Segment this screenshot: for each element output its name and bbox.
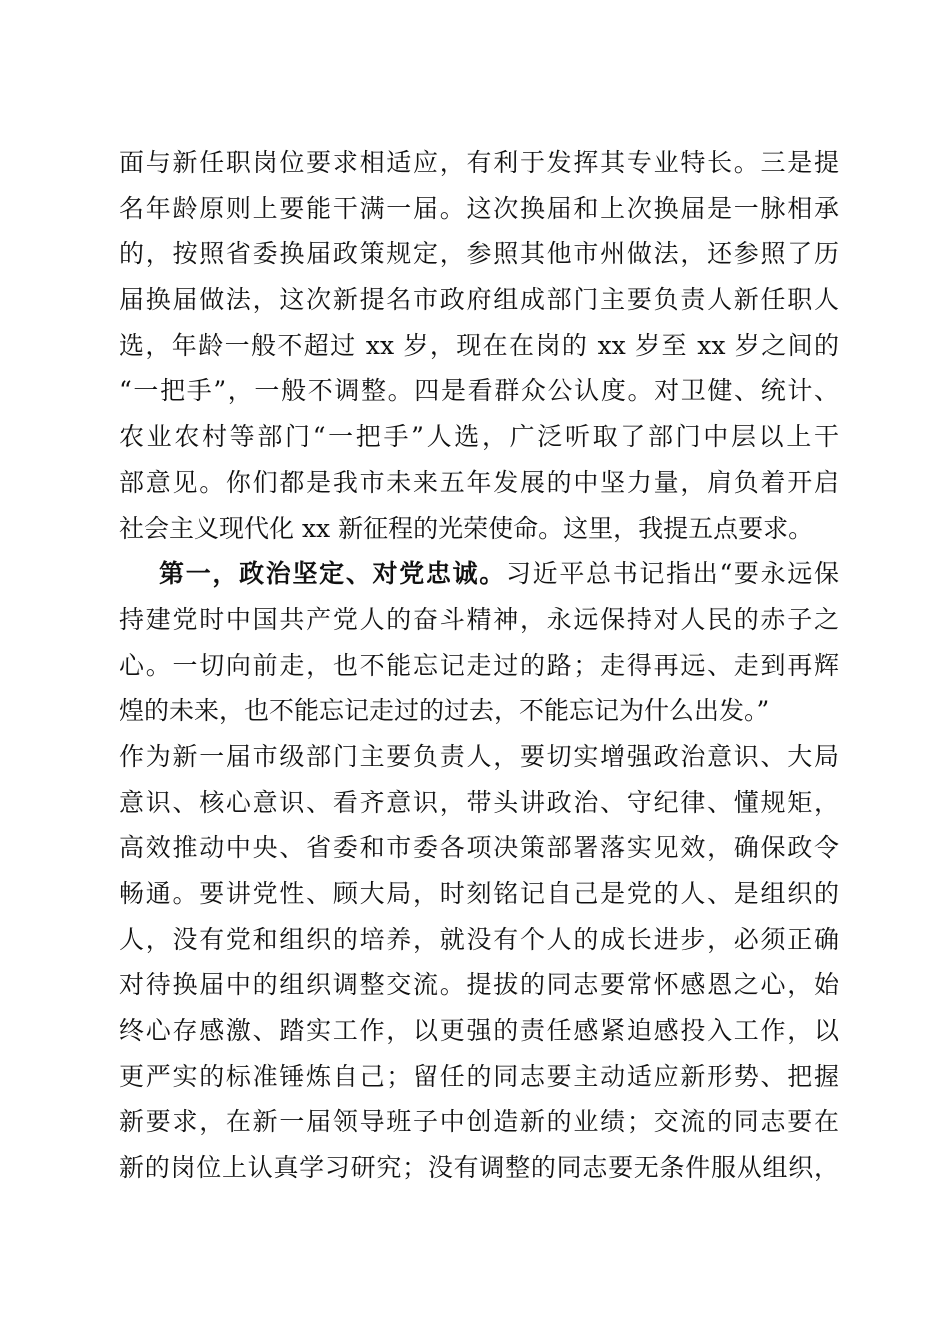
paragraph-line: 部意见。你们都是我市未来五年发展的中坚力量，肩负着开启 [119,467,839,497]
paragraph-line: 对待换届中的组织调整交流。提拔的同志要常怀感恩之心，始 [119,970,839,1000]
paragraph-line: 选，年龄一般不超过 xx 岁，现在在岗的 xx 岁至 xx 岁之间的 [119,330,839,360]
paragraph-line: 人，没有党和组织的培养，就没有个人的成长进步，必须正确 [119,924,839,954]
paragraph-line: 新的岗位上认真学习研究；没有调整的同志要无条件服从组织， [119,1153,839,1183]
paragraph-line: 的，按照省委换届政策规定，参照其他市州做法，还参照了历 [119,239,839,269]
paragraph-line: 面与新任职岗位要求相适应，有利于发挥其专业特长。三是提 [119,148,839,177]
paragraph-line: 高效推动中央、省委和市委各项决策部署落实见效，确保政令 [119,833,839,863]
section-heading: 第一，政治坚定、对党忠诚。 [159,559,506,589]
paragraph-line: 终心存感激、踏实工作，以更强的责任感紧迫感投入工作，以 [119,1016,839,1046]
paragraph-line: 更严实的标准锤炼自己；留任的同志要主动适应新形势、把握 [119,1061,839,1091]
paragraph-line: “一把手”，一般不调整。四是看群众公认度。对卫健、统计、 [119,376,839,406]
paragraph-line: 社会主义现代化 xx 新征程的光荣使命。这里，我提五点要求。 [119,513,814,543]
document-body [119,140,839,1191]
paragraph-line: 心。一切向前走，也不能忘记走过的路；走得再远、走到再辉 [119,650,839,680]
paragraph-line: 持建党时中国共产党人的奋斗精神，永远保持对人民的赤子之 [119,604,839,634]
paragraph-line: 煌的未来，也不能忘记走过的过去，不能忘记为什么出发。” [119,696,770,726]
paragraph-line: 届换届做法，这次新提名市政府组成部门主要负责人新任职人 [119,285,839,315]
paragraph-first-line [119,551,839,597]
paragraph-1 [119,140,839,551]
paragraph-line-rest: 习近平总书记指出“要永远保 [505,559,839,589]
paragraph-line: 名年龄原则上要能干满一届。这次换届和上次换届是一脉相承 [119,193,839,223]
paragraph-line: 作为新一届市级部门主要负责人，要切实增强政治意识、大局 [119,741,839,771]
paragraph-line: 农业农村等部门“一把手”人选，广泛听取了部门中层以上干 [119,422,839,452]
paragraph-2 [119,551,839,1191]
paragraph-line: 新要求，在新一届领导班子中创造新的业绩；交流的同志要在 [119,1107,839,1137]
paragraph-line: 意识、核心意识、看齐意识，带头讲政治、守纪律、懂规矩， [119,787,839,817]
paragraph-line: 畅通。要讲党性、顾大局，时刻铭记自己是党的人、是组织的 [119,879,839,908]
